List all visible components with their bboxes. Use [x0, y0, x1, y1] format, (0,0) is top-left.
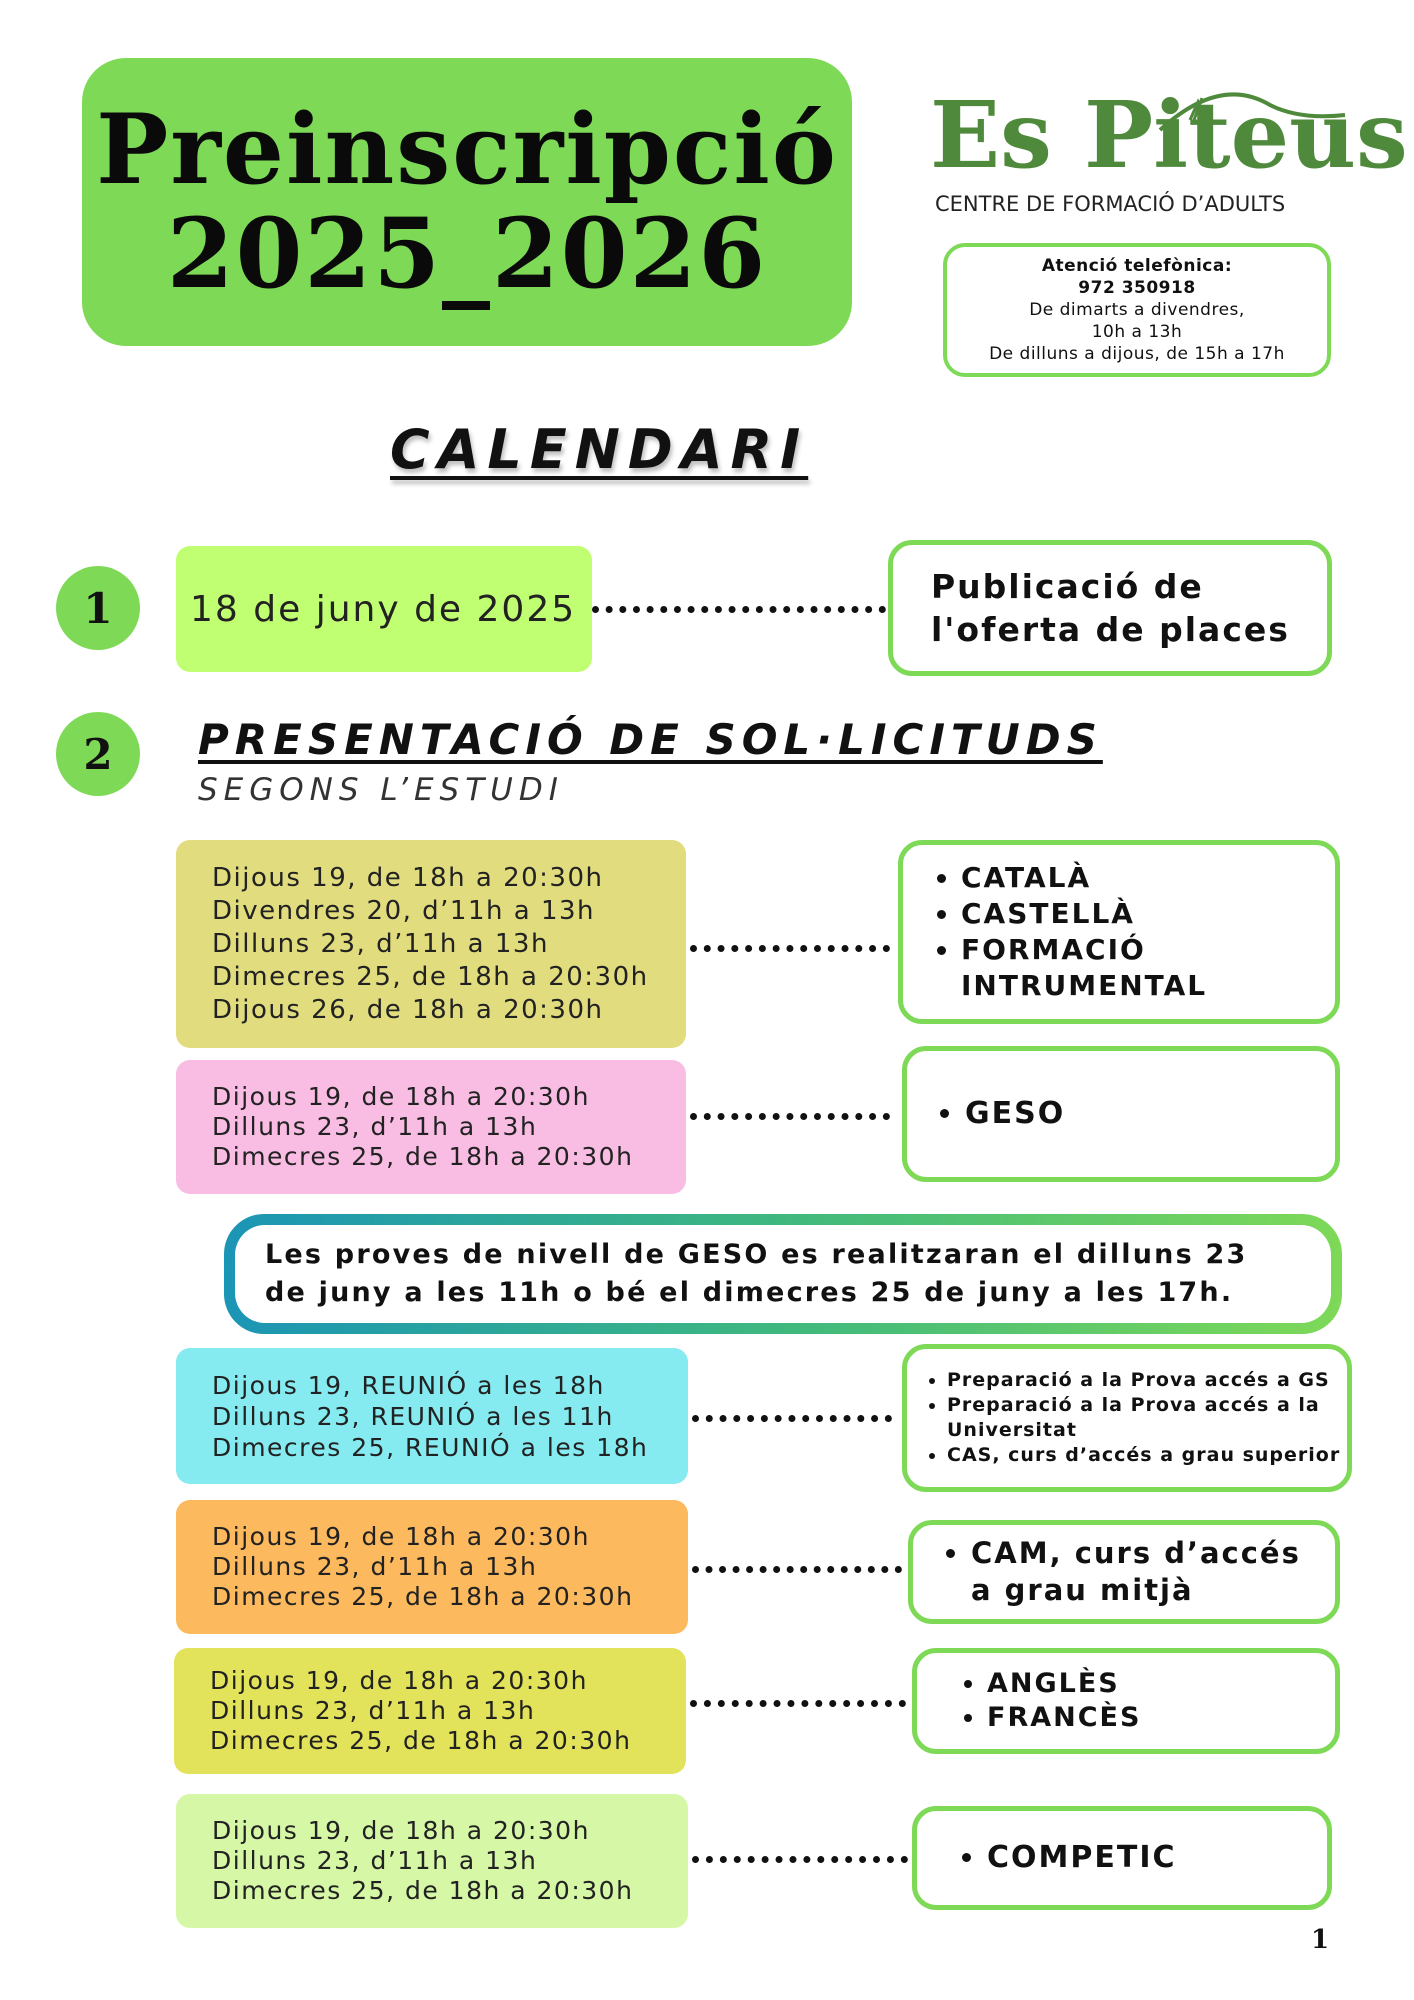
schedule-4-courses — [908, 1520, 1340, 1624]
schedule-5-dates — [174, 1648, 686, 1774]
schedule-4-date: Dijous 19, de 18h a 20:30h — [212, 1522, 590, 1551]
logo-name: Es Piteus — [930, 81, 1408, 189]
notice-box — [224, 1214, 1342, 1334]
course-item: • CASTELLÀ — [961, 896, 1335, 932]
contact-heading: Atenció telefònica: — [1041, 256, 1233, 276]
title-line-2: 2025_2026 — [166, 197, 768, 310]
schedule-4-dates — [176, 1500, 688, 1634]
course-item: • CAS, curs d’accés a grau superior — [947, 1443, 1347, 1468]
schedule-2-date: Dijous 19, de 18h a 20:30h — [212, 1082, 590, 1111]
contact-hours-2: 10h a 13h — [1091, 322, 1183, 342]
step-1-desc-line-1: Publicació de — [931, 567, 1204, 606]
schedule-2-date: Dilluns 23, d’11h a 13h — [212, 1112, 538, 1141]
schedule-5-date: Dijous 19, de 18h a 20:30h — [210, 1666, 588, 1695]
schedule-3-courses — [902, 1344, 1352, 1492]
schedule-1-courses — [898, 840, 1340, 1024]
step-1-desc-line-2: l'oferta de places — [931, 610, 1290, 649]
course-item: • Preparació a la Prova accés a GS — [947, 1368, 1347, 1393]
schedule-3-date: Dijous 19, REUNIÓ a les 18h — [212, 1370, 605, 1400]
schedule-1-date: Dijous 19, de 18h a 20:30h — [212, 862, 604, 893]
calendar-heading: CALENDARI — [390, 418, 809, 481]
contact-box — [943, 243, 1331, 377]
schedule-1-date: Dimecres 25, de 18h a 20:30h — [212, 961, 649, 992]
schedule-5-date: Dilluns 23, d’11h a 13h — [210, 1696, 536, 1725]
step-1-description-box — [888, 540, 1332, 676]
step-2-title: PRESENTACIÓ DE SOL·LICITUDS — [198, 715, 1103, 764]
page-number: 1 — [1310, 1925, 1330, 1955]
schedule-3-connector — [692, 1415, 892, 1422]
notice-line-2: de juny a les 11h o bé el dimecres 25 de juny a les 17h. — [265, 1277, 1234, 1308]
schedule-6-date: Dijous 19, de 18h a 20:30h — [212, 1816, 590, 1845]
schedule-3-dates — [176, 1348, 688, 1484]
course-item: • COMPETIC — [987, 1839, 1327, 1877]
course-item: Universitat — [947, 1419, 1077, 1441]
schedule-6-date: Dilluns 23, d’11h a 13h — [212, 1846, 538, 1875]
schedule-2-dates — [176, 1060, 686, 1194]
schedule-6-date: Dimecres 25, de 18h a 20:30h — [212, 1876, 634, 1905]
contact-hours-1: De dimarts a divendres, — [1029, 300, 1245, 320]
course-item: • FORMACIÓ — [961, 932, 1335, 968]
course-item: • Preparació a la Prova accés a la — [947, 1393, 1347, 1418]
schedule-6-dates — [176, 1794, 688, 1928]
step-1-connector — [592, 606, 886, 613]
schedule-2-courses — [902, 1046, 1340, 1182]
schedule-2-connector — [690, 1113, 890, 1120]
step-1-date-box — [176, 546, 592, 672]
step-1-date: 18 de juny de 2025 — [190, 588, 577, 630]
course-item: • GESO — [965, 1095, 1335, 1133]
schedule-1-date: Dilluns 23, d’11h a 13h — [212, 928, 549, 959]
schedule-5-connector — [690, 1700, 906, 1707]
notice-line-1: Les proves de nivell de GESO es realitzaran el dilluns 23 — [265, 1239, 1248, 1270]
schedule-4-date: Dilluns 23, d’11h a 13h — [212, 1552, 538, 1581]
schedule-1-connector — [690, 945, 890, 952]
logo-subtitle: CENTRE DE FORMACIÓ D’ADULTS — [935, 192, 1286, 216]
step-1-circle: 1 — [56, 566, 140, 650]
contact-phone: 972 350918 — [1078, 278, 1196, 298]
schedule-1-dates — [176, 840, 686, 1048]
course-item: • ANGLÈS — [987, 1667, 1335, 1701]
course-item: • CATALÀ — [961, 860, 1335, 896]
course-item: • CAM, curs d’accés — [971, 1535, 1335, 1572]
step-2-subtitle: SEGONS L’ESTUDI — [198, 772, 564, 808]
course-item: • FRANCÈS — [987, 1701, 1335, 1735]
course-item: a grau mitjà — [971, 1573, 1194, 1607]
schedule-3-date: Dimecres 25, REUNIÓ a les 18h — [212, 1432, 649, 1462]
schedule-3-date: Dilluns 23, REUNIÓ a les 11h — [212, 1401, 614, 1431]
title-line-1: Preinscripció — [96, 93, 838, 206]
schedule-6-courses — [912, 1806, 1332, 1910]
schedule-4-connector — [692, 1566, 902, 1573]
schedule-1-date: Divendres 20, d’11h a 13h — [212, 895, 596, 926]
schedule-6-connector — [692, 1856, 908, 1863]
schedule-5-courses — [912, 1648, 1340, 1754]
step-2-circle: 2 — [56, 712, 140, 796]
schedule-1-date: Dijous 26, de 18h a 20:30h — [212, 994, 604, 1025]
contact-hours-3: De dilluns a dijous, de 15h a 17h — [989, 344, 1285, 364]
course-item: INTRUMENTAL — [961, 969, 1208, 1002]
title-banner — [82, 58, 852, 346]
schedule-4-date: Dimecres 25, de 18h a 20:30h — [212, 1582, 634, 1611]
schedule-2-date: Dimecres 25, de 18h a 20:30h — [212, 1142, 634, 1171]
notice-content — [235, 1225, 1331, 1323]
schedule-5-date: Dimecres 25, de 18h a 20:30h — [210, 1726, 632, 1755]
